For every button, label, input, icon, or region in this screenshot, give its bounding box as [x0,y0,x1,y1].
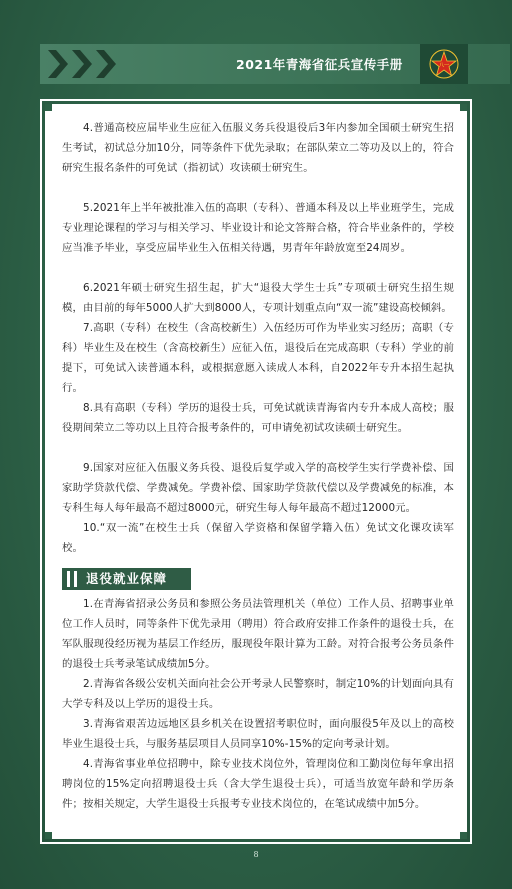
page-title: 2021年青海省征兵宣传手册 [236,57,403,72]
paragraph: 1.在青海省招录公务员和参照公务员法管理机关（单位）工作人员、招聘事业单位工作人员时，同等条件下优先录用（聘用）符合政府安排工作条件的退役士兵，在军队服现役经历视为基层工作经历，服现役年限计算为工龄。对符合报考公务员条件的退役士兵考录笔试成绩加5分。 [62,598,454,670]
frame-corner [460,104,467,111]
paragraph: 4.青海省事业单位招聘中，除专业技术岗位外，管理岗位和工勤岗位每年拿出招聘岗位的15%定向招聘退役士兵（含大学生退役士兵），可适当放宽年龄和学历条件；按相关规定，大学生退役士兵报考专业技术岗位的，在笔试成绩中加5分。 [62,758,454,810]
paragraph: 3.青海省艰苦边远地区县乡机关在设置招考职位时，面向服役5年及以上的高校毕业生退役士兵，与服务基层项目人员同享10%-15%的定向考录计划。 [62,718,454,750]
paragraph: 6.2021年硕士研究生招生起，扩大“退役大学生士兵”专项硕士研究生招生规模，由目前的每年5000人扩大到8000人，专项计划重点向“双一流”建设高校倾斜。 [62,282,454,314]
paragraph: 10.“双一流”在校生士兵（保留入学资格和保留学籍入伍）免试文化课攻读军校。 [62,522,454,554]
paragraph: 9.国家对应征入伍服义务兵役、退役后复学或入学的高校学生实行学费补偿、国家助学贷款代偿、学费减免。学费补偿、国家助学贷款代偿以及学费减免的标准，本专科生每人每年最高不超过8000元，研究生每人每年最高不超过12000元。 [62,462,454,514]
emblem-badge [420,44,468,84]
frame-corner [45,104,52,111]
paragraph: 2.青海省各级公安机关面向社会公开考录人民警察时，制定10%的计划面向具有大学专科及以上学历的退役士兵。 [62,678,454,710]
army-star-emblem-icon [429,49,459,79]
paragraph: 4.普通高校应届毕业生应征入伍服义务兵役退役后3年内参加全国硕士研究生招生考试，初试总分加10分，同等条件下优先录取；在部队荣立二等功及以上的，符合研究生报名条件的可免试（指初试）攻读硕士研究生。 [62,122,454,174]
chevron-right-icon [72,50,92,78]
section-title: 退役就业保障 [86,571,168,586]
paragraph: 8.具有高职（专科）学历的退役士兵，可免试就读青海省内专升本成人高校；服役期间荣立二等功以上且符合报考条件的，可申请免初试攻读硕士研究生。 [62,402,454,434]
page-number: 8 [253,850,259,859]
section-marker [74,571,77,587]
chevron-right-icon [48,50,68,78]
frame-corner [45,832,52,839]
frame-corner [460,832,467,839]
paragraph: 7.高职（专科）在校生（含高校新生）入伍经历可作为毕业实习经历；高职（专科）毕业生及在校生（含高校新生）应征入伍，退役后在完成高职（专科）学业的前提下，可免试入读普通本科，或根据意愿入读成人本科，自2022年专升本招生起执行。 [62,322,454,394]
svg-text:八一: 八一 [438,62,450,69]
paragraph: 5.2021年上半年被批准入伍的高职（专科）、普通本科及以上毕业班学生，完成专业理论课程的学习与相关学习、毕业设计和论文答辩合格，符合毕业条件的，学校应当准予毕业，享受应届毕业生入伍相关待遇，男青年年龄放宽至24周岁。 [62,202,454,254]
chevron-right-icon [96,50,116,78]
section-marker [67,571,70,587]
